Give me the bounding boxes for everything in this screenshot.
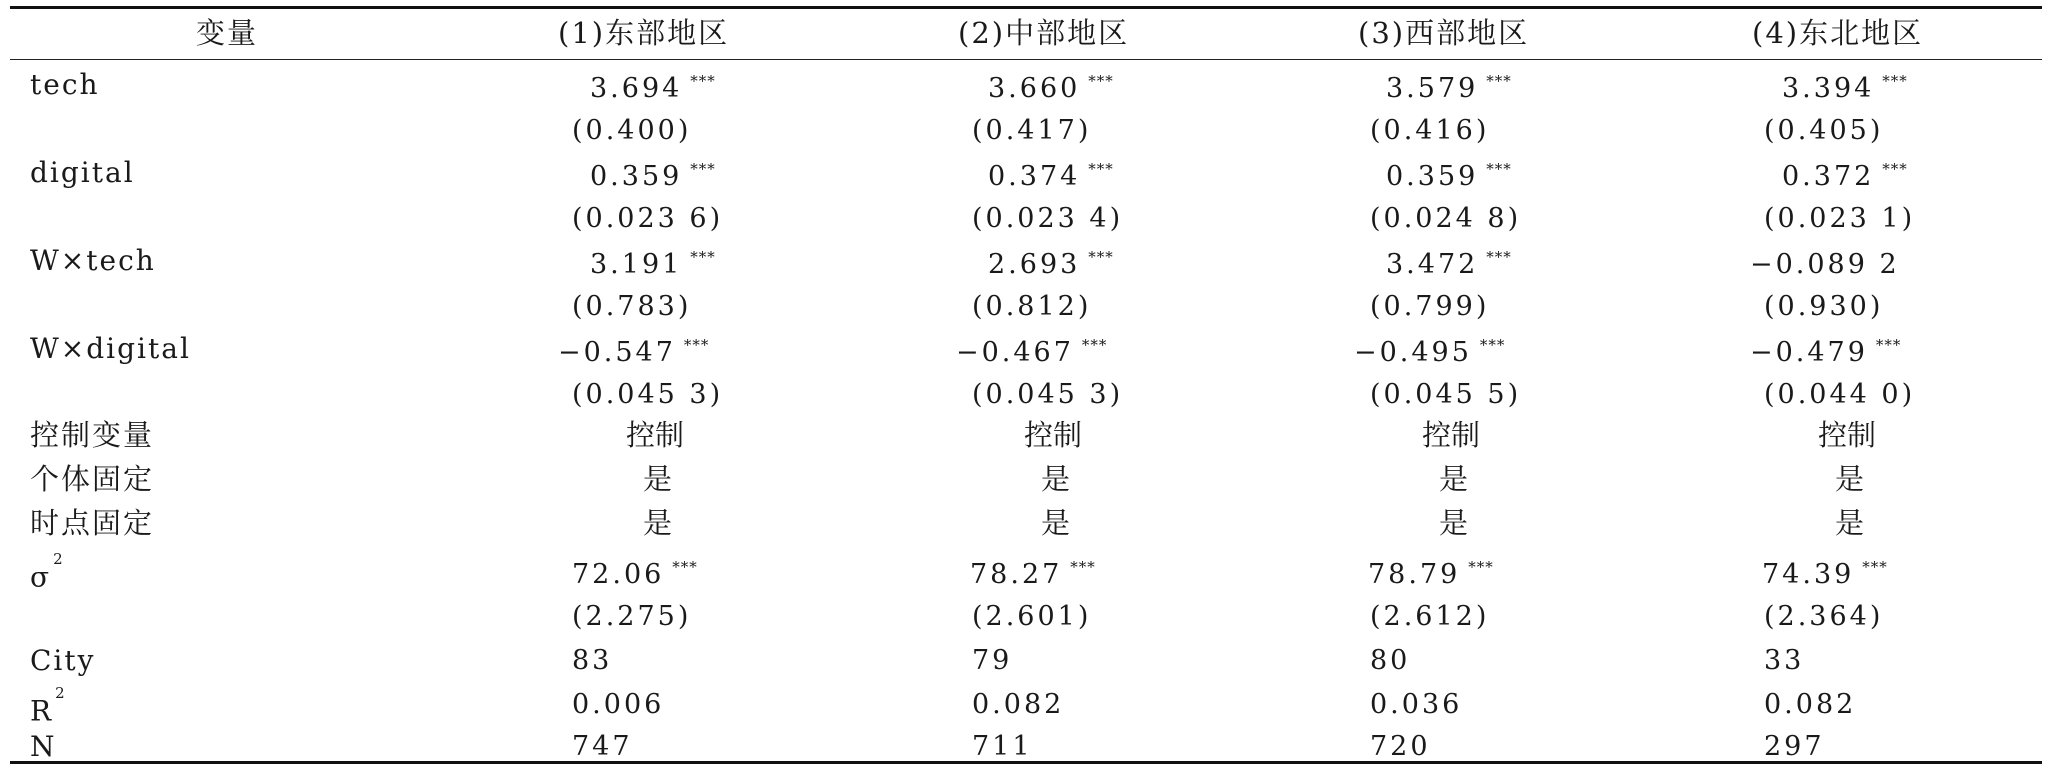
header-variable: 变量 <box>196 16 259 50</box>
time-fe-northeast: 是 <box>1835 506 1865 540</box>
r2-east: 0.006 <box>572 689 665 720</box>
w-tech-se-central: (0.812) <box>972 291 1092 322</box>
header-col-east: (1)东部地区 <box>558 16 730 50</box>
time-fe-west: 是 <box>1439 506 1469 540</box>
controls-west: 控制 <box>1422 418 1481 452</box>
header-rule <box>10 59 2042 60</box>
r2-northeast: 0.082 <box>1764 689 1857 720</box>
significance-stars: *** <box>690 160 716 178</box>
row-label-city: City <box>30 644 96 677</box>
regression-table <box>10 6 2042 764</box>
digital-coef-east: 0.359 *** <box>590 160 716 192</box>
sigma2-coef-central: 78.27 *** <box>970 558 1096 590</box>
row-label-n: N <box>30 730 57 763</box>
significance-stars: *** <box>1070 558 1096 576</box>
row-label-sigma2: $\sigma^2$ <box>30 550 65 594</box>
row-label-controls: 控制变量 <box>30 418 155 452</box>
w-tech-se-northeast: (0.930) <box>1764 291 1884 322</box>
digital-coef-west: 0.359 *** <box>1386 160 1512 192</box>
tech-coef-northeast: 3.394 *** <box>1782 72 1908 104</box>
significance-stars: *** <box>1486 248 1512 266</box>
header-col-west: (3)西部地区 <box>1358 16 1530 50</box>
significance-stars: *** <box>1468 558 1494 576</box>
w-digital-se-northeast: (0.044 0) <box>1764 379 1916 410</box>
significance-stars: *** <box>690 248 716 266</box>
row-label-w-digital: W×digital <box>30 332 191 365</box>
sigma2-coef-east: 72.06 *** <box>572 558 698 590</box>
city-east: 83 <box>572 645 613 676</box>
row-label-digital: digital <box>30 156 135 189</box>
significance-stars: *** <box>1882 160 1908 178</box>
sigma2-se-west: (2.612) <box>1370 601 1490 632</box>
individual-fe-west: 是 <box>1439 462 1469 496</box>
significance-stars: *** <box>1875 336 1902 354</box>
digital-coef-central: 0.374 *** <box>988 160 1114 192</box>
tech-coef-central: 3.660 *** <box>988 72 1114 104</box>
header-col-northeast: (4)东北地区 <box>1752 16 1924 50</box>
digital-se-northeast: (0.023 1) <box>1764 203 1916 234</box>
significance-stars: *** <box>1081 336 1108 354</box>
individual-fe-central: 是 <box>1041 462 1071 496</box>
city-central: 79 <box>972 645 1013 676</box>
tech-coef-east: 3.694 *** <box>590 72 716 104</box>
n-east: 747 <box>572 731 633 762</box>
w-tech-coef-east: 3.191 *** <box>590 248 716 280</box>
city-west: 80 <box>1370 645 1411 676</box>
row-label-r2: $R^2$ <box>30 684 67 728</box>
w-tech-se-west: (0.799) <box>1370 291 1490 322</box>
tech-coef-west: 3.579 *** <box>1386 72 1512 104</box>
significance-stars: *** <box>683 336 710 354</box>
digital-se-east: (0.023 6) <box>572 203 724 234</box>
digital-se-central: (0.023 4) <box>972 203 1124 234</box>
tech-se-west: (0.416) <box>1370 115 1490 146</box>
w-tech-coef-central: 2.693 *** <box>988 248 1114 280</box>
r2-west: 0.036 <box>1370 689 1463 720</box>
significance-stars: *** <box>690 72 716 90</box>
sigma2-se-central: (2.601) <box>972 601 1092 632</box>
w-tech-se-east: (0.783) <box>572 291 692 322</box>
w-digital-se-west: (0.045 5) <box>1370 379 1522 410</box>
significance-stars: *** <box>1862 558 1888 576</box>
significance-stars: *** <box>1088 160 1114 178</box>
time-fe-central: 是 <box>1041 506 1071 540</box>
individual-fe-northeast: 是 <box>1835 462 1865 496</box>
w-digital-coef-central: −0.467 *** <box>956 336 1108 368</box>
tech-se-central: (0.417) <box>972 115 1092 146</box>
tech-se-northeast: (0.405) <box>1764 115 1884 146</box>
w-digital-coef-east: −0.547 *** <box>558 336 710 368</box>
w-digital-se-east: (0.045 3) <box>572 379 724 410</box>
row-label-w-tech: W×tech <box>30 244 156 277</box>
significance-stars: *** <box>672 558 698 576</box>
controls-central: 控制 <box>1024 418 1083 452</box>
w-digital-coef-northeast: −0.479 *** <box>1750 336 1902 368</box>
sigma2-coef-west: 78.79 *** <box>1368 558 1494 590</box>
controls-east: 控制 <box>626 418 685 452</box>
significance-stars: *** <box>1486 160 1512 178</box>
w-digital-se-central: (0.045 3) <box>972 379 1124 410</box>
significance-stars: *** <box>1088 72 1114 90</box>
significance-stars: *** <box>1882 72 1908 90</box>
n-northeast: 297 <box>1764 731 1825 762</box>
row-label-individual-fe: 个体固定 <box>30 462 155 496</box>
sigma2-se-northeast: (2.364) <box>1764 601 1884 632</box>
significance-stars: *** <box>1479 336 1506 354</box>
w-tech-coef-northeast: −0.089 2 <box>1750 249 1900 280</box>
sigma2-se-east: (2.275) <box>572 601 692 632</box>
n-central: 711 <box>972 731 1033 762</box>
w-digital-coef-west: −0.495 *** <box>1354 336 1506 368</box>
city-northeast: 33 <box>1764 645 1805 676</box>
digital-se-west: (0.024 8) <box>1370 203 1522 234</box>
row-label-tech: tech <box>30 68 100 101</box>
time-fe-east: 是 <box>643 506 673 540</box>
digital-coef-northeast: 0.372 *** <box>1782 160 1908 192</box>
individual-fe-east: 是 <box>643 462 673 496</box>
sigma2-coef-northeast: 74.39 *** <box>1762 558 1888 590</box>
header-col-central: (2)中部地区 <box>958 16 1130 50</box>
r2-central: 0.082 <box>972 689 1065 720</box>
significance-stars: *** <box>1486 72 1512 90</box>
significance-stars: *** <box>1088 248 1114 266</box>
controls-northeast: 控制 <box>1818 418 1877 452</box>
n-west: 720 <box>1370 731 1431 762</box>
w-tech-coef-west: 3.472 *** <box>1386 248 1512 280</box>
row-label-time-fe: 时点固定 <box>30 506 155 540</box>
tech-se-east: (0.400) <box>572 115 692 146</box>
